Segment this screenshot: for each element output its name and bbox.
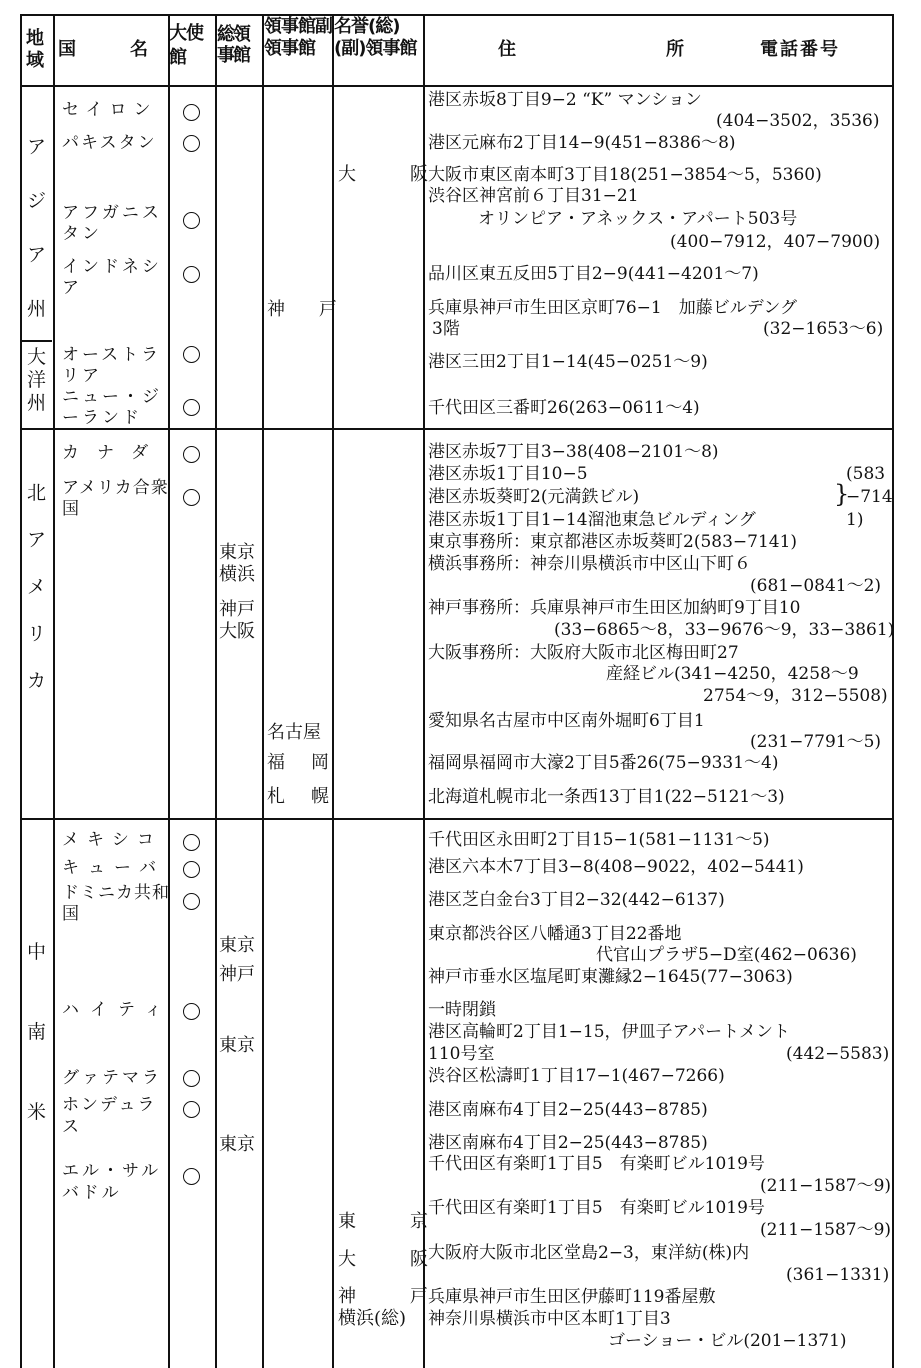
address-line: 港区赤坂1丁目10−5 [428, 464, 588, 484]
country-haiti: ハイティ [62, 1000, 173, 1020]
region-north-america: 北アメリカ [27, 482, 47, 692]
consulate-us-fukuoka: 福 岡 [267, 752, 333, 773]
table-right-border [892, 14, 894, 1368]
address-line: 代官山プラザ5−D室(462−0636) [596, 945, 857, 965]
header-consulate: 領事館副領事館 [264, 16, 332, 59]
country-cuba: キューバ [62, 858, 166, 878]
header-phone: 電話番号 [760, 39, 840, 60]
header-honorary: 名誉(総)(副)領事館 [334, 16, 417, 59]
col-rule-consulate-general [262, 14, 264, 1368]
address-line: 港区南麻布4丁目2−25(443−8785) [428, 1100, 708, 1120]
table-left-border [20, 14, 22, 1368]
country-honduras: ホンデュラス [62, 1095, 157, 1137]
table-top-border [20, 14, 893, 16]
country-el-salvador: エル・サルバドル [62, 1161, 162, 1203]
address-line: (231−7791〜5) [750, 732, 882, 752]
consulate-general-us-yokohama: 横浜 [219, 564, 255, 585]
address-line: 大阪市東区南本町3丁目18(251−3854〜5，5360) [428, 165, 822, 185]
address-line: 千代田区三番町26(263−0611〜4) [428, 398, 700, 418]
address-line: 産経ビル(341−4250，4258〜9 [606, 664, 859, 684]
header-consulate-general: 総領事館 [217, 24, 249, 66]
col-rule-honorary [423, 14, 425, 1368]
address-line: 港区芝白金台3丁目2−32(442−6137) [428, 890, 725, 910]
country-mexico: メキシコ [62, 830, 162, 850]
address-line: 千代田区有楽町1丁目5 有楽町ビル1019号 [428, 1154, 765, 1174]
embassy-mark-guatemala [183, 1070, 200, 1087]
address-line: −714 [846, 487, 893, 507]
address-line: 110号室 [428, 1044, 495, 1064]
address-line: 東京都渋谷区八幡通3丁目22番地 [428, 924, 682, 944]
address-line: 港区南麻布4丁目2−25(443−8785) [428, 1133, 708, 1153]
header-embassy: 大使館 [169, 23, 203, 68]
honorary-salvador-osaka: 大 阪 [338, 1249, 434, 1270]
address-line: (400−7912，407−7900) [670, 232, 881, 252]
address-line: (361−1331) [786, 1265, 890, 1285]
consulate-general-us-kobe: 神戸 [219, 599, 255, 620]
embassy-mark-ceylon [183, 104, 200, 121]
header-country: 国 名 [58, 39, 154, 60]
embassy-mark-el-salvador [183, 1168, 200, 1185]
consulate-us-nagoya: 名古屋 [267, 722, 321, 743]
address-line: 港区赤坂8丁目9−2 “K” マンション [428, 90, 702, 110]
honorary-pakistan-osaka: 大 阪 [338, 164, 434, 185]
country-australia: オーストラリア [62, 345, 162, 386]
address-line: 港区赤坂1丁目1−14溜池東急ビルディング [428, 510, 756, 530]
embassy-mark-australia [183, 346, 200, 363]
consulate-general-haiti-tokyo: 東京 [219, 1035, 255, 1056]
region-asia: アジア州 [27, 136, 47, 320]
address-line: オリンピア・アネックス・アパート503号 [478, 209, 798, 229]
col-rule-embassy [215, 14, 217, 1368]
consulate-indonesia-kobe: 神 戸 [267, 299, 345, 320]
address-line: 兵庫県神戸市生田区京町76−1 加藤ビルデング [428, 298, 798, 318]
address-line: 福岡県福岡市大濠2丁目5番26(75−9331〜4) [428, 753, 779, 773]
address-line: (211−1587〜9) [760, 1176, 892, 1196]
address-line: 港区六本木7丁目3−8(408−9022，402−5441) [428, 857, 804, 877]
region-divider-asia-oceania [22, 340, 52, 342]
country-canada: カナダ [62, 443, 167, 463]
embassy-mark-usa [183, 489, 200, 506]
address-line: 神戸事務所：兵庫県神戸市生田区加納町9丁目10 [428, 598, 801, 618]
honorary-salvador-kobe: 神 戸 [338, 1286, 434, 1307]
address-line: (404−3502，3536) [716, 111, 880, 131]
section-rule-north-america [20, 818, 893, 820]
consulate-us-sapporo: 札 幌 [267, 786, 333, 807]
address-line: (32−1653〜6) [763, 319, 884, 339]
address-line: 港区赤坂7丁目3−38(408−2101〜8) [428, 442, 719, 462]
embassy-mark-new-zealand [183, 399, 200, 416]
country-usa: アメリカ合衆国 [62, 478, 169, 519]
address-line: 品川区東五反田5丁目2−9(441−4201〜7) [428, 264, 759, 284]
header-bottom-rule [20, 85, 893, 87]
embassy-mark-afghanistan [183, 212, 200, 229]
header-address: 住 所 [498, 39, 694, 60]
embassy-mark-mexico [183, 834, 200, 851]
address-line: 1) [846, 510, 864, 530]
address-line: (33−6865〜8，33−9676〜9，33−3861) [554, 620, 895, 640]
address-line: 港区高輪町2丁目1−15，伊皿子アパートメント [428, 1022, 790, 1042]
embassy-mark-cuba [183, 861, 200, 878]
address-line: 2754〜9，312−5508) [703, 686, 888, 706]
address-line: 千代田区有楽町1丁目5 有楽町ビル1019号 [428, 1198, 765, 1218]
honorary-salvador-yokohama: 横浜(総) [338, 1308, 407, 1329]
address-line: 大阪事務所：大阪府大阪市北区梅田町27 [428, 643, 739, 663]
address-line: 一時閉鎖 [428, 1000, 496, 1020]
header-region: 地域 [26, 28, 44, 71]
country-guatemala: グァテマラ [62, 1068, 162, 1088]
country-ceylon: セイロン [62, 100, 158, 120]
address-line: 愛知県名古屋市中区南外堀町6丁目1 [428, 711, 705, 731]
embassy-mark-canada [183, 446, 200, 463]
consulate-general-honduras-tokyo: 東京 [219, 1134, 255, 1155]
address-line: ゴーショー・ビル(201−1371) [608, 1331, 847, 1351]
country-pakistan: パキスタン [62, 133, 157, 153]
address-line: 港区三田2丁目1−14(45−0251〜9) [428, 352, 708, 372]
address-line: 神奈川県横浜市中区本町1丁目3 [428, 1309, 671, 1329]
address-line: 港区赤坂葵町2(元満鉄ビル) [428, 487, 640, 507]
country-afghanistan: アフガニスタン [62, 203, 162, 244]
embassy-mark-dominican-republic [183, 893, 200, 910]
address-line: 北海道札幌市北一条西13丁目1(22−5121〜3) [428, 787, 785, 807]
address-line: 東京事務所：東京都港区赤坂葵町2(583−7141) [428, 532, 798, 552]
address-line: 渋谷区松濤町1丁目17−1(467−7266) [428, 1066, 725, 1086]
address-line: (583 [846, 464, 886, 484]
address-line: 3階 [432, 319, 460, 339]
address-line: 大阪府大阪市北区堂島2−3，東洋紡(株)内 [428, 1243, 750, 1263]
consulate-general-us-tokyo: 東京 [219, 542, 255, 563]
address-line: (681−0841〜2) [750, 576, 882, 596]
embassy-mark-haiti [183, 1003, 200, 1020]
address-line: (442−5583) [786, 1044, 890, 1064]
consulate-general-dominican-kobe: 神戸 [219, 964, 255, 985]
country-dominican-republic: ドミニカ共和国 [62, 883, 170, 924]
embassy-mark-indonesia [183, 266, 200, 283]
consulate-general-dominican-tokyo: 東京 [219, 935, 255, 956]
address-line: 港区元麻布2丁目14−9(451−8386〜8) [428, 133, 736, 153]
address-line: 渋谷区神宮前６丁目31−21 [428, 186, 639, 206]
address-line: 兵庫県神戸市生田区伊藤町119番屋敷 [428, 1287, 716, 1307]
embassy-mark-pakistan [183, 135, 200, 152]
region-oceania: 大洋州 [27, 346, 47, 414]
country-indonesia: インドネシア [62, 257, 162, 298]
address-line: 千代田区永田町2丁目15−1(581−1131〜5) [428, 830, 770, 850]
honorary-salvador-tokyo: 東 京 [338, 1211, 434, 1232]
consulate-general-us-osaka: 大阪 [219, 621, 255, 642]
address-line: (211−1587〜9) [760, 1220, 892, 1240]
address-line: 横浜事務所：神奈川県横浜市中区山下町６ [428, 554, 751, 574]
region-latin-america: 中南米 [27, 941, 47, 1123]
address-line: } [834, 480, 850, 508]
embassy-mark-honduras [183, 1101, 200, 1118]
col-rule-region [53, 14, 55, 1368]
col-rule-consulate [332, 14, 334, 1368]
address-line: 神戸市垂水区塩尾町東灘縁2−1645(77−3063) [428, 967, 793, 987]
country-new-zealand: ニュー・ジーランド [62, 387, 162, 428]
